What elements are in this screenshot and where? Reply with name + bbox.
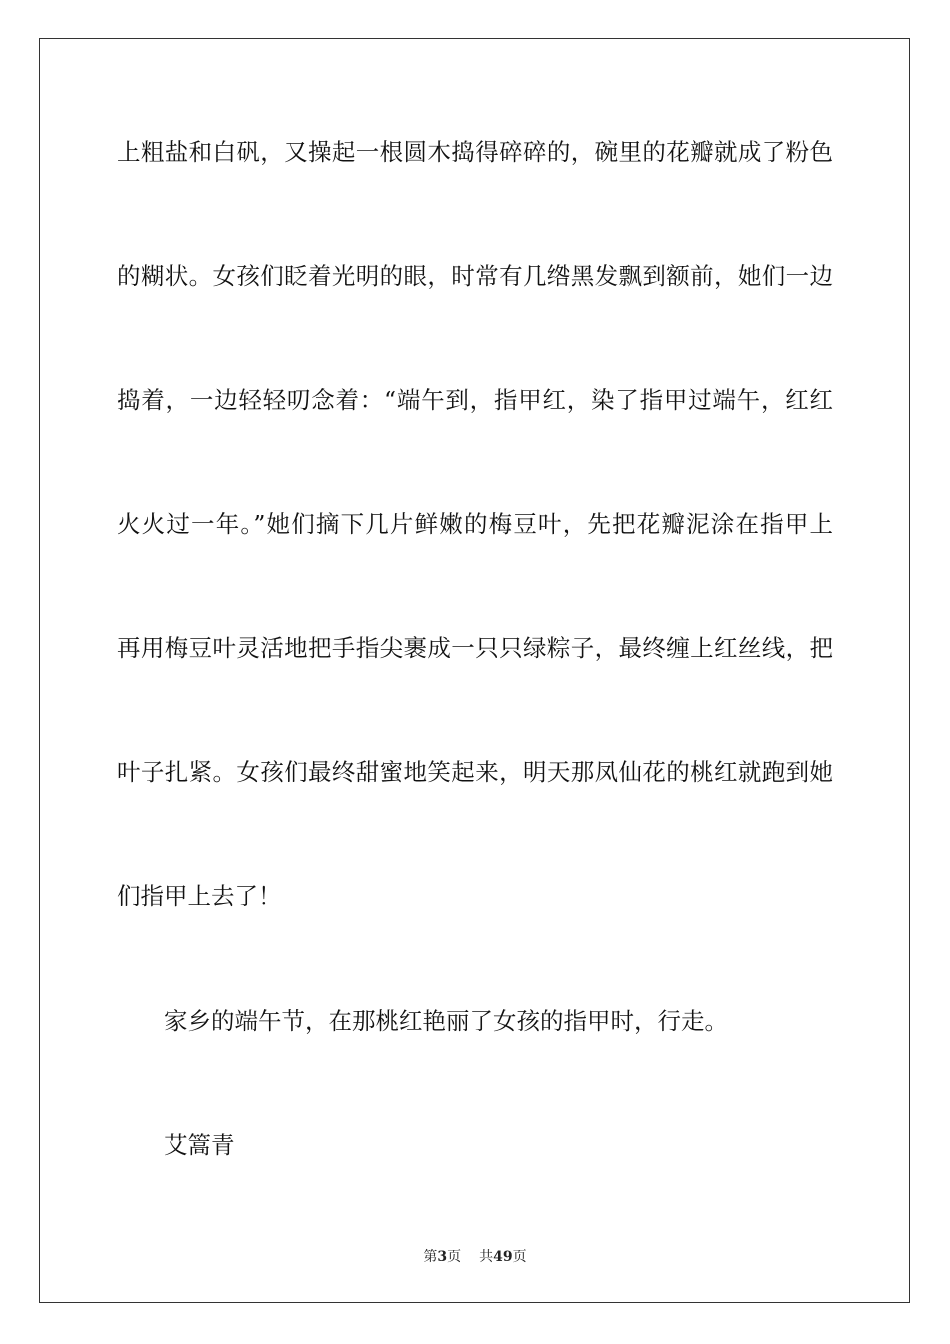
- page-frame: [39, 38, 910, 1303]
- body-line-3: 捣着，一边轻轻叨念着：“端午到，指甲红，染了指甲过端午，红红: [117, 386, 833, 414]
- total-suffix: 页: [512, 1249, 527, 1265]
- page-prefix: 第: [423, 1249, 438, 1265]
- body-line-4: 火火过一年。”她们摘下几片鲜嫩的梅豆叶，先把花瓣泥涂在指甲上: [117, 510, 833, 538]
- closing-paragraph: 家乡的端午节，在那桃红艳丽了女孩的指甲时，行走。: [164, 1007, 728, 1035]
- body-line-2: 的糊状。女孩们眨着光明的眼，时常有几绺黑发飘到额前，她们一边: [117, 262, 833, 290]
- body-line-6: 叶子扎紧。女孩们最终甜蜜地笑起来，明天那凤仙花的桃红就跑到她: [117, 758, 833, 786]
- body-line-7: 们指甲上去了！: [117, 882, 282, 910]
- body-line-1: 上粗盐和白矾，又操起一根圆木捣得碎碎的，碗里的花瓣就成了粉色: [117, 138, 833, 166]
- total-prefix: 共: [479, 1249, 494, 1265]
- page-footer: [0, 1248, 950, 1266]
- page-suffix: 页: [447, 1249, 462, 1265]
- body-line-5: 再用梅豆叶灵活地把手指尖裹成一只只绿粽子，最终缠上红丝线，把: [117, 634, 833, 662]
- author-name: 艾篙青: [164, 1131, 235, 1159]
- total-pages: 49: [493, 1249, 513, 1265]
- page-number: 3: [437, 1249, 448, 1265]
